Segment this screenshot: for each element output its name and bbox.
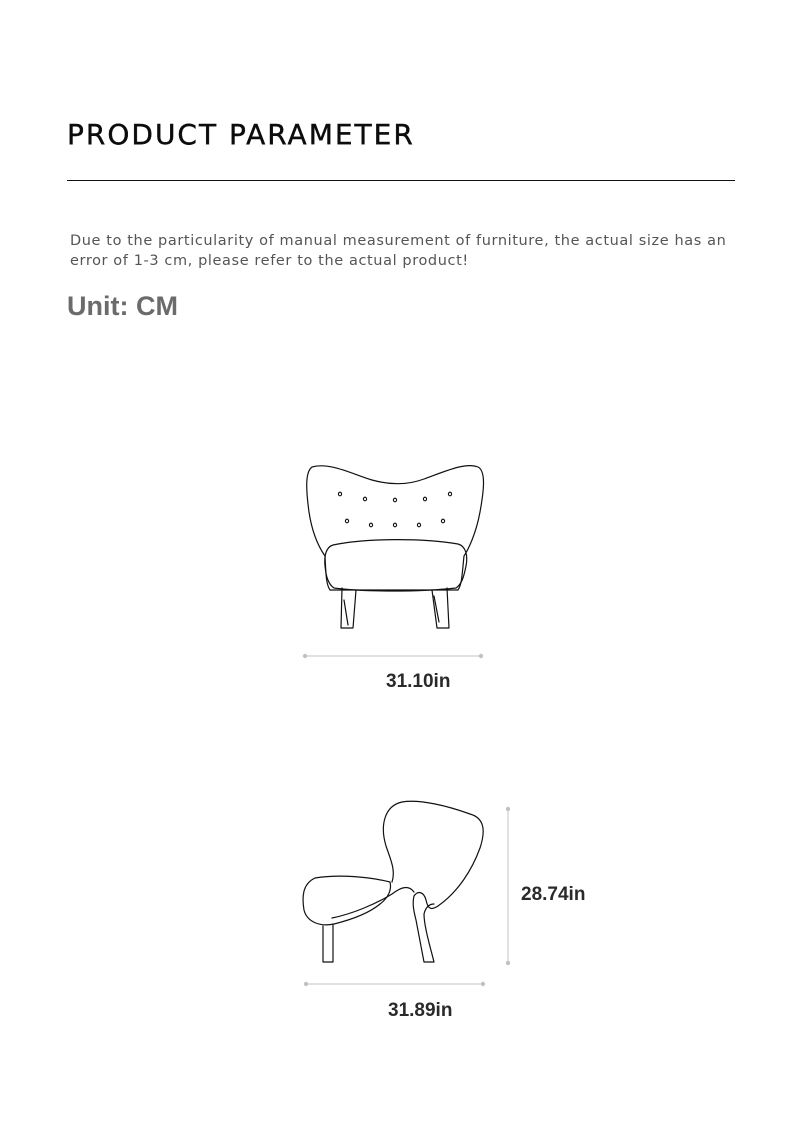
page-title: PRODUCT PARAMETER bbox=[67, 118, 415, 151]
width-dimension-label: 31.10in bbox=[386, 671, 451, 692]
unit-label: Unit: CM bbox=[67, 291, 178, 321]
depth-dimension-label: 31.89in bbox=[388, 1000, 453, 1021]
height-dimension-label: 28.74in bbox=[521, 884, 586, 905]
measurement-note: Due to the particularity of manual measurement of furniture, the actual size has an error of 1-3 cm, please refer to the actual product! bbox=[70, 233, 727, 269]
